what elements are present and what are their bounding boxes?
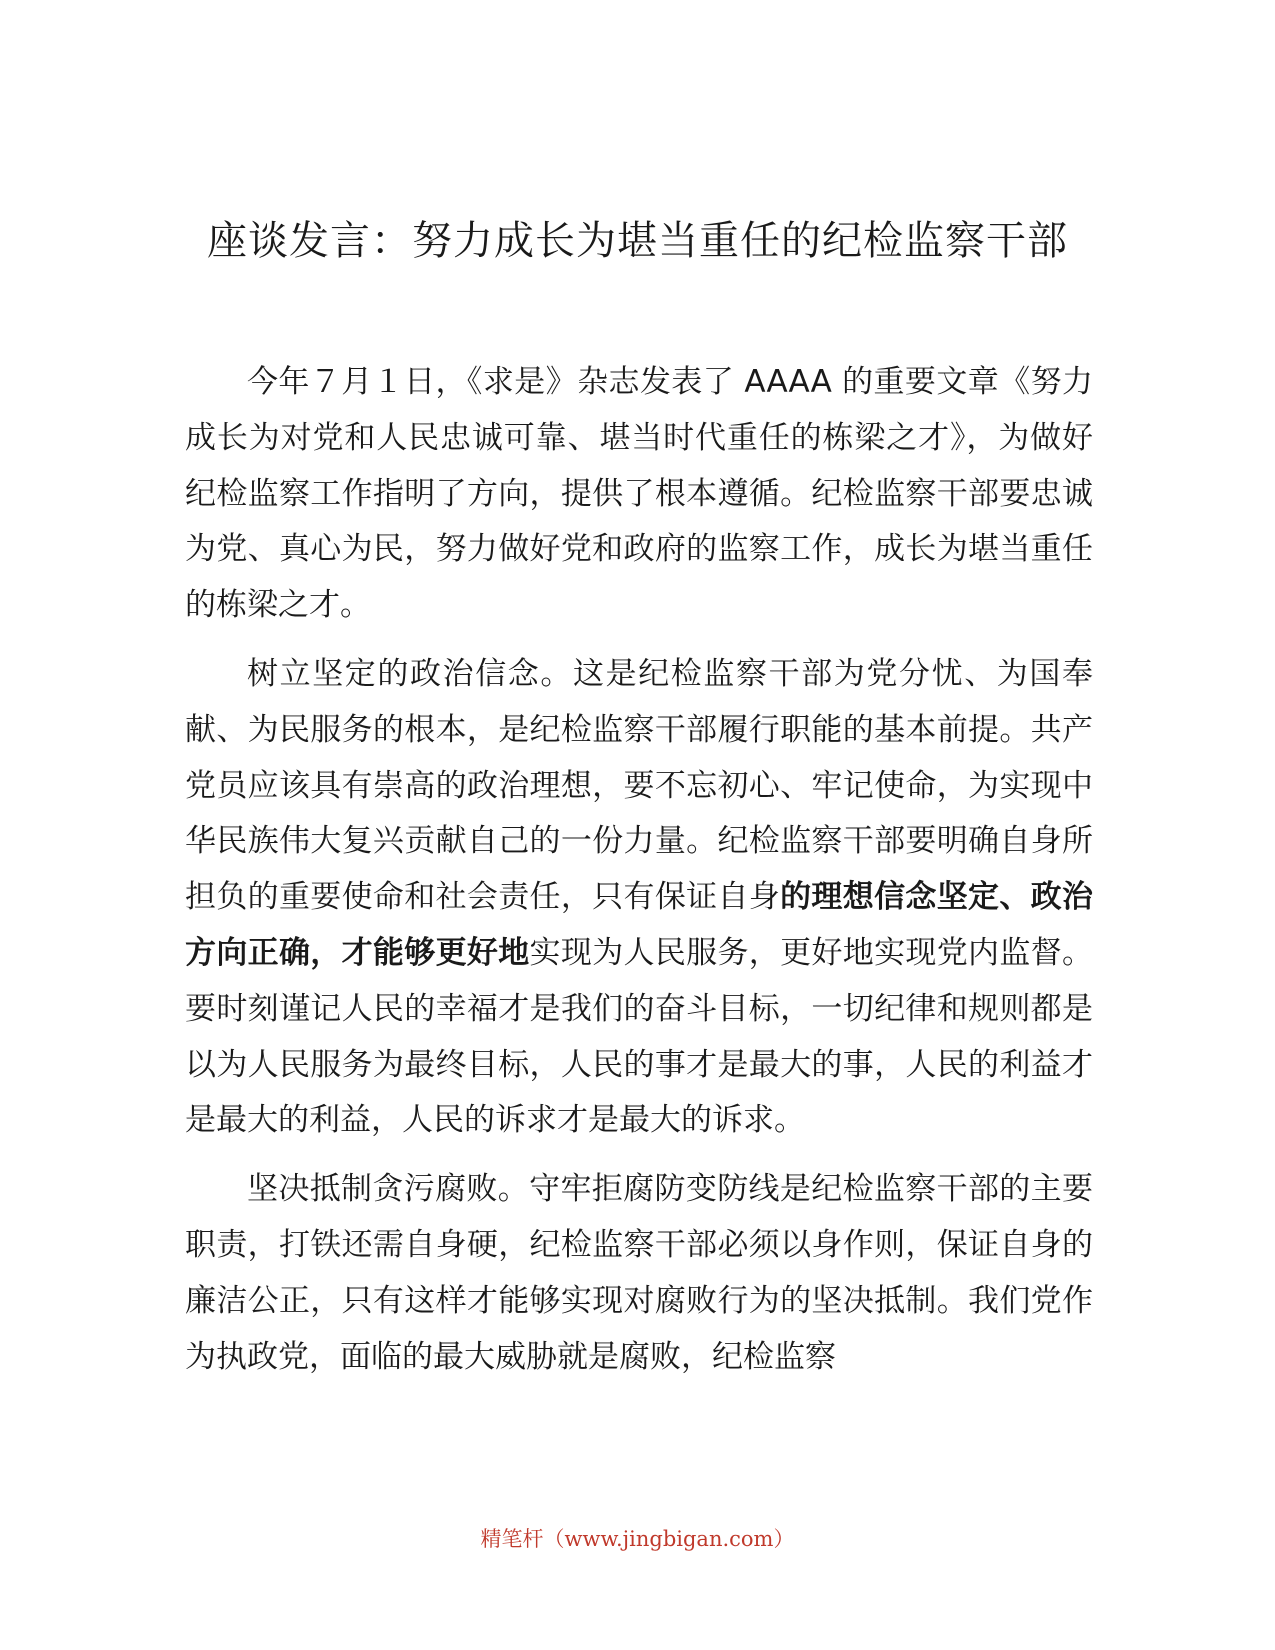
paragraph-3-text: 坚决抵制贪污腐败。守牢拒腐防变防线是纪检监察干部的主要职责，打铁还需自身硬，纪检监察干部必须以身作则，保证自身的廉洁公正，只有这样才能够实现对腐败行为的坚决抵制。我们党作为执政党，面临的最大威胁就是腐败，纪检监察 (185, 1171, 1093, 1375)
paragraph-1 (185, 355, 1093, 634)
document-body (185, 355, 1093, 1398)
paragraph-1-text: 今年７月１日，《求是》杂志发表了 AAAA 的重要文章《努力成长为对党和人民忠诚可靠、堪当时代重任的栋梁之才》，为做好纪检监察工作指明了方向，提供了根本遵循。纪检监察干部要忠诚为党、真心为民，努力做好党和政府的监察工作，成长为堪当重任的栋梁之才。 (185, 364, 1093, 624)
paragraph-3 (185, 1162, 1093, 1385)
paragraph-2-text-end: 实现为人民服务，更好地实现党内监督。要时刻谨记人民的幸福才是我们的奋斗目标，一切纪律和规则都是以为人民服务为最终目标，人民的事才是最大的事，人民的利益才是最大的利益，人民的诉求才是最大的诉求。 (185, 934, 1094, 1139)
paragraph-2-text-start: 树立坚定的政治信念。这是纪检监察干部为党分忧、为国奉献、为民服务的根本，是纪检监察干部履行职能的基本前提。共产党员应该具有崇高的政治理想，要不忘初心、牢记使命，为实现中华民族伟大复兴贡献自己的一份力量。纪检监察干部要明确自身所担负的重要使命和社会责任，只有保证自身 (185, 655, 1093, 916)
paragraph-2 (185, 647, 1093, 1149)
document-title: 座谈发言：努力成长为堪当重任的纪检监察干部 (207, 218, 1068, 264)
footer-watermark-link[interactable]: 精笔杆（www.jingbigan.com） (480, 1527, 795, 1551)
paragraph-2-bold-phrase: 的理想信念坚定、政治方向正确，才能够更好地 (185, 879, 1094, 971)
